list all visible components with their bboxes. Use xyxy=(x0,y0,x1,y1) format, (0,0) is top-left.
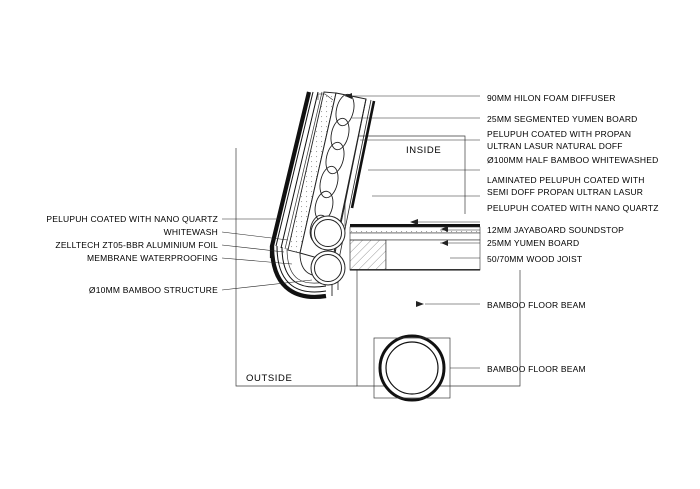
label-whitewash: WHITEWASH xyxy=(163,227,218,237)
label-ultran-lasur-natural: ULTRAN LASUR NATURAL DOFF xyxy=(487,141,623,151)
label-bamboo-structure: Ø10MM BAMBOO STRUCTURE xyxy=(88,285,218,295)
label-laminated-pelupuh: LAMINATED PELUPUH COATED WITH xyxy=(487,175,645,185)
label-jayaboard-soundstop: 12MM JAYABOARD SOUNDSTOP xyxy=(487,225,625,235)
label-pelupuh-propan-1: PELUPUH COATED WITH PROPAN xyxy=(487,129,632,139)
label-zelltech-aluminium-foil: ZELLTECH ZT05-BBR ALUMINIUM FOIL xyxy=(55,240,218,250)
label-membrane-waterproofing: MEMBRANE WATERPROOFING xyxy=(87,253,218,263)
label-bamboo-floor-beam-2: BAMBOO FLOOR BEAM xyxy=(487,364,586,374)
label-pelupuh-nano-quartz-right: PELUPUH COATED WITH NANO QUARTZ xyxy=(487,203,659,213)
floor-assembly xyxy=(350,224,480,271)
label-wood-joist: 50/70MM WOOD JOIST xyxy=(487,254,583,264)
label-hilon-foam-diffuser: 90MM HILON FOAM DIFFUSER xyxy=(487,93,616,103)
label-semi-doff-propan: SEMI DOFF PROPAN ULTRAN LASUR xyxy=(487,187,644,197)
label-pelupuh-nano-quartz-left: PELUPUH COATED WITH NANO QUARTZ xyxy=(46,214,218,224)
bamboo-floor-beam-section xyxy=(380,336,444,400)
label-half-bamboo-whitewashed: Ø100MM HALF BAMBOO WHITEWASHED xyxy=(487,155,659,165)
label-bamboo-floor-beam-1: BAMBOO FLOOR BEAM xyxy=(487,300,586,310)
label-segmented-yumen-board: 25MM SEGMENTED YUMEN BOARD xyxy=(487,114,638,124)
zone-label-inside: INSIDE xyxy=(406,145,442,156)
zone-label-outside: OUTSIDE xyxy=(246,373,293,384)
label-yumen-board: 25MM YUMEN BOARD xyxy=(487,238,580,248)
